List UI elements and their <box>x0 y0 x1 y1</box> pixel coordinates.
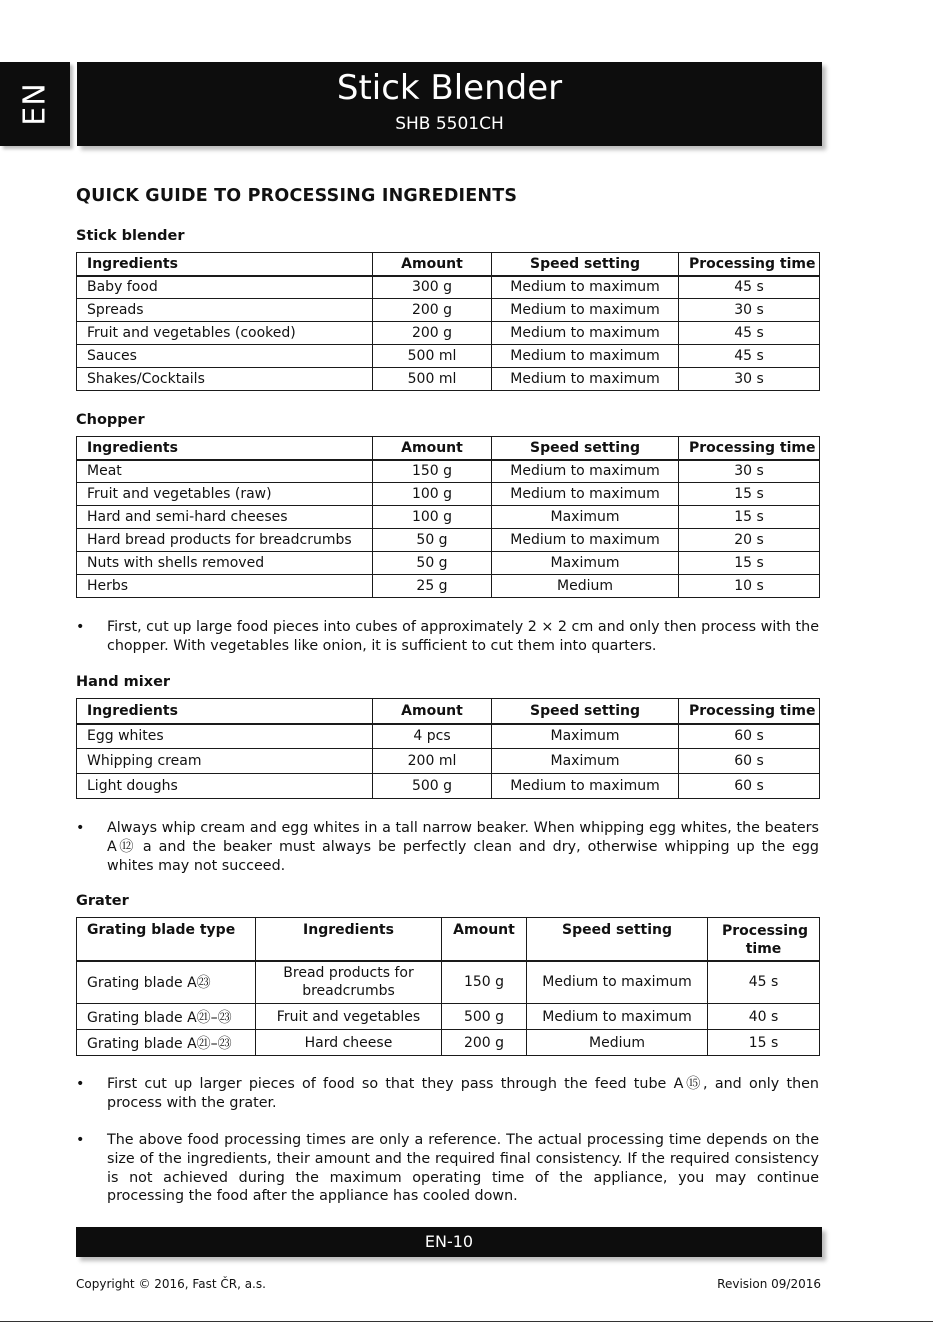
table-header-row <box>77 918 820 961</box>
hand-mixer-note <box>76 819 819 875</box>
table-cell: 50 g <box>373 552 492 575</box>
column-header: Processing time <box>679 253 820 276</box>
bottom-rule <box>0 1321 933 1322</box>
table-cell: Hard cheese <box>256 1030 442 1056</box>
copyright: Copyright © 2016, Fast ČR, a.s. <box>76 1277 266 1291</box>
table-cell: Light doughs <box>77 774 373 799</box>
column-header: Ingredients <box>256 918 442 961</box>
table-cell: Medium to maximum <box>492 276 679 299</box>
table-cell: Medium to maximum <box>492 368 679 391</box>
table-cell: Medium to maximum <box>492 529 679 552</box>
table-cell: Fruit and vegetables (cooked) <box>77 322 373 345</box>
table-cell: Grating blade A㉑–㉓ <box>77 1030 256 1056</box>
table-cell: 200 g <box>373 299 492 322</box>
chopper-heading: Chopper <box>76 412 145 428</box>
grater-note-1 <box>76 1075 819 1113</box>
table-cell: 45 s <box>679 276 820 299</box>
table-cell: Spreads <box>77 299 373 322</box>
table-cell: Maximum <box>492 749 679 774</box>
table-cell: 500 g <box>373 774 492 799</box>
table-row <box>77 483 820 506</box>
table-row <box>77 299 820 322</box>
chopper-table <box>76 436 820 598</box>
table-cell: 60 s <box>679 724 820 749</box>
table-cell: Grating blade A㉑–㉓ <box>77 1004 256 1030</box>
table-cell: Hard bread products for breadcrumbs <box>77 529 373 552</box>
table-cell: 15 s <box>708 1030 820 1056</box>
note-text: First, cut up large food pieces into cubes of approximately 2 × 2 cm and only then process with the chopper. With vegetables like onion, it is sufficient to cut them into quarters. <box>107 619 819 654</box>
column-header: Amount <box>373 437 492 460</box>
table-cell: Maximum <box>492 506 679 529</box>
bullet-symbol: • <box>76 820 85 836</box>
table-row <box>77 368 820 391</box>
grater-note-2 <box>76 1131 819 1206</box>
table-cell: 150 g <box>442 961 527 1004</box>
table-cell: 300 g <box>373 276 492 299</box>
table-cell: 30 s <box>679 368 820 391</box>
table-cell: Medium <box>492 575 679 598</box>
product-title: Stick Blender <box>336 68 563 108</box>
table-cell: 40 s <box>708 1004 820 1030</box>
table-cell: 45 s <box>679 345 820 368</box>
table-header-row <box>77 437 820 460</box>
column-header: Processing time <box>708 918 820 961</box>
note-text: The above food processing times are only a reference. The actual processing time depends on the size of the ingredients, their amount and the required final consistency. If the required consistency is not achieved during the maximum operating time of the appliance, you may continue processing the food after the appliance has cooled down. <box>107 1132 819 1205</box>
table-cell: 500 g <box>442 1004 527 1030</box>
column-header: Amount <box>373 699 492 724</box>
chopper-note <box>76 618 819 656</box>
table-cell: Medium to maximum <box>492 483 679 506</box>
table-row <box>77 1030 820 1056</box>
page-header <box>77 62 822 146</box>
table-header-row <box>77 699 820 724</box>
table-cell: Medium to maximum <box>527 961 708 1004</box>
grater-heading: Grater <box>76 893 129 909</box>
column-header: Speed setting <box>492 253 679 276</box>
table-row <box>77 575 820 598</box>
revision: Revision 09/2016 <box>717 1277 821 1291</box>
table-cell: 60 s <box>679 749 820 774</box>
table-cell: 60 s <box>679 774 820 799</box>
table-row <box>77 345 820 368</box>
table-cell: 15 s <box>679 552 820 575</box>
table-cell: Fruit and vegetables <box>256 1004 442 1030</box>
table-cell: 150 g <box>373 460 492 483</box>
table-row <box>77 506 820 529</box>
note-text: First cut up larger pieces of food so that they pass through the feed tube A⑮, and only then process with the grater. <box>107 1076 819 1111</box>
table-cell: Egg whites <box>77 724 373 749</box>
column-header: Amount <box>373 253 492 276</box>
hand-mixer-heading: Hand mixer <box>76 674 171 690</box>
table-cell: 200 g <box>373 322 492 345</box>
table-cell: 20 s <box>679 529 820 552</box>
table-cell: Baby food <box>77 276 373 299</box>
table-cell: Medium to maximum <box>492 345 679 368</box>
table-cell: Grating blade A㉓ <box>77 961 256 1004</box>
table-cell: 30 s <box>679 460 820 483</box>
table-row <box>77 961 820 1004</box>
table-cell: 100 g <box>373 506 492 529</box>
note-text: Always whip cream and egg whites in a tall narrow beaker. When whipping egg whites, the beaters A⑫ a and the beaker must always be perfectly clean and dry, otherwise whipping up the egg whites may not succeed. <box>107 820 819 874</box>
page-number-bar <box>76 1227 822 1257</box>
column-header: Ingredients <box>77 437 373 460</box>
column-header: Processing time <box>679 437 820 460</box>
bullet-symbol: • <box>76 1132 85 1148</box>
column-header: Speed setting <box>492 437 679 460</box>
table-cell: Nuts with shells removed <box>77 552 373 575</box>
table-cell: 15 s <box>679 483 820 506</box>
column-header: Speed setting <box>492 699 679 724</box>
table-cell: 4 pcs <box>373 724 492 749</box>
language-tab <box>0 62 70 146</box>
bullet-symbol: • <box>76 619 85 635</box>
bullet-symbol: • <box>76 1076 85 1092</box>
table-cell: 25 g <box>373 575 492 598</box>
table-row <box>77 529 820 552</box>
column-header: Speed setting <box>527 918 708 961</box>
product-model: SHB 5501CH <box>395 114 504 134</box>
table-cell: Medium to maximum <box>527 1004 708 1030</box>
table-row <box>77 724 820 749</box>
table-cell: 30 s <box>679 299 820 322</box>
table-cell: Herbs <box>77 575 373 598</box>
table-cell: Medium to maximum <box>492 460 679 483</box>
table-row <box>77 276 820 299</box>
column-header: Processing time <box>679 699 820 724</box>
table-cell: 45 s <box>708 961 820 1004</box>
table-cell: Sauces <box>77 345 373 368</box>
table-row <box>77 460 820 483</box>
table-cell: Maximum <box>492 552 679 575</box>
table-cell: 200 ml <box>373 749 492 774</box>
column-header: Grating blade type <box>77 918 256 961</box>
table-cell: Medium to maximum <box>492 299 679 322</box>
table-cell: Whipping cream <box>77 749 373 774</box>
table-row <box>77 322 820 345</box>
table-cell: Bread products for breadcrumbs <box>256 961 442 1004</box>
table-row <box>77 1004 820 1030</box>
table-cell: 15 s <box>679 506 820 529</box>
table-cell: Meat <box>77 460 373 483</box>
column-header: Ingredients <box>77 699 373 724</box>
grater-table <box>76 917 820 1056</box>
column-header: Ingredients <box>77 253 373 276</box>
table-cell: 500 ml <box>373 345 492 368</box>
table-cell: Hard and semi-hard cheeses <box>77 506 373 529</box>
language-label: EN <box>17 82 53 126</box>
table-cell: Maximum <box>492 724 679 749</box>
section-title: QUICK GUIDE TO PROCESSING INGREDIENTS <box>76 186 518 206</box>
table-cell: Fruit and vegetables (raw) <box>77 483 373 506</box>
table-row <box>77 749 820 774</box>
table-cell: 50 g <box>373 529 492 552</box>
table-cell: 45 s <box>679 322 820 345</box>
table-cell: 200 g <box>442 1030 527 1056</box>
table-row <box>77 552 820 575</box>
stick-blender-table <box>76 252 820 391</box>
table-cell: Shakes/Cocktails <box>77 368 373 391</box>
stick-blender-heading: Stick blender <box>76 228 185 244</box>
page-number: EN-10 <box>424 1232 474 1251</box>
table-cell: 100 g <box>373 483 492 506</box>
table-cell: 10 s <box>679 575 820 598</box>
table-cell: Medium to maximum <box>492 322 679 345</box>
table-header-row <box>77 253 820 276</box>
column-header: Amount <box>442 918 527 961</box>
table-cell: 500 ml <box>373 368 492 391</box>
table-cell: Medium <box>527 1030 708 1056</box>
hand-mixer-table <box>76 698 820 799</box>
table-cell: Medium to maximum <box>492 774 679 799</box>
table-row <box>77 774 820 799</box>
